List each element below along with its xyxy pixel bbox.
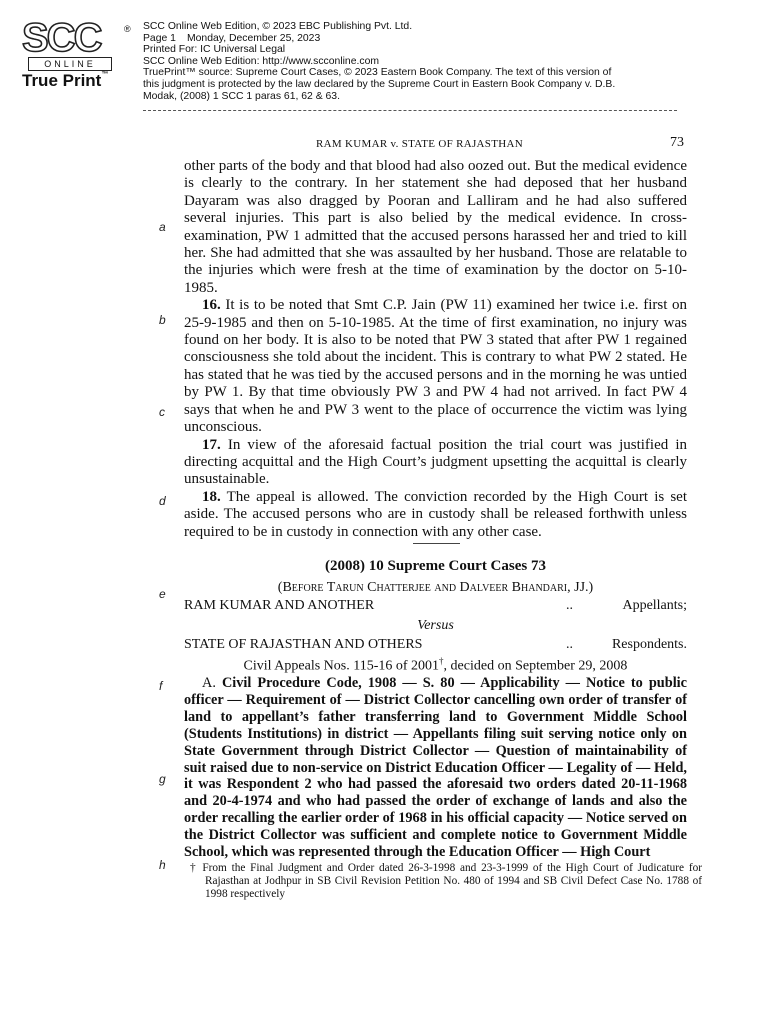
margin-letter-a: a — [159, 220, 166, 234]
header-source-2: this judgment is protected by the law declared by the Supreme Court in Eastern Book Company v. D.B. — [143, 78, 616, 90]
headnote — [184, 675, 687, 861]
margin-letter-g: g — [159, 772, 166, 786]
paragraph-18: 18. The appeal is allowed. The conviction recorded by the High Court is set aside. The accused persons who are in custody shall be released forthwith unless required to be in custody in connection with any other case. — [184, 488, 687, 540]
logo-true-print: True Print™ — [22, 71, 109, 90]
headnote-label: A. — [202, 675, 216, 691]
appellant-name: RAM KUMAR AND ANOTHER — [184, 598, 375, 613]
bench: (Before Tarun Chatterjee and Dalveer Bhandari, JJ.) — [277, 580, 594, 595]
margin-letter-d: d — [159, 494, 166, 508]
header-printed-for: Printed For: IC Universal Legal — [143, 44, 286, 56]
versus: Versus — [417, 618, 454, 633]
paragraph-17: 17. In view of the aforesaid factual position the trial court was justified in directing acquittal and the High Court’s judgment upsetting the acquittal is clearly unsustainable. — [184, 436, 687, 488]
logo-brand: SCC — [22, 16, 101, 60]
header-page: Page 1 Monday, December 25, 2023 — [143, 32, 321, 44]
header-divider — [143, 110, 677, 111]
paragraph-continued: other parts of the body and that blood had also oozed out. But the medical evidence is clearly to the contrary. In her statement she had deposed that her husband Dayaram was also dragged by Pooran and Lalliram and he had also suffered several injuries. This part is also belied by the medical evidence. In cross-examination, PW 1 admitted that the accused persons harassed her and tried to kill her. She had admitted that she was assaulted by her husband. Those are relatable to the injuries which were fresh at the time of examination by the doctor on 5-10-1985. — [184, 158, 687, 296]
scc-online-logo — [20, 16, 131, 90]
margin-letter-b: b — [159, 313, 166, 327]
appellant-line: RAM KUMAR AND ANOTHER .. Appellants; — [184, 598, 687, 613]
respondent-role: Respondents. — [611, 637, 687, 652]
case-citation: (2008) 10 Supreme Court Cases 73 — [325, 558, 546, 574]
margin-letter-c: c — [159, 405, 165, 419]
margin-letter-h: h — [159, 858, 166, 872]
appeal-details: Civil Appeals Nos. 115-16 of 2001†, decided on September 29, 2008 — [243, 656, 628, 674]
respondent-line: STATE OF RAJASTHAN AND OTHERS .. Respondents. — [184, 637, 687, 652]
running-head: RAM KUMAR v. STATE OF RAJASTHAN — [316, 138, 523, 150]
paragraph-16: 16. It is to be noted that Smt C.P. Jain (PW 11) examined her twice i.e. first on 25-9-1985 and then on 5-10-1985. At the time of first examination, no injury was found on her body. It is also to be noted that PW 3 stated that after PW 1 regained consciousness she told about the incident. This is contrary to what PW 2 stated. He has stated that he was tied by the accused persons and in the morning he was untied by PW 1. By that time obviously PW 3 and PW 4 had not arrived. In fact PW 4 says that when he and PW 3 went to the place of occurrence the victim was lying unconscious. — [184, 297, 687, 436]
logo-registered-mark: ® — [124, 24, 131, 34]
margin-letter-e: e — [159, 587, 166, 601]
headnote-text: Civil Procedure Code, 1908 — S. 80 — Applicability — Notice to public officer — Requirement of — District Collector cancelling own order of transfer of land to appellant’s father transferring land to Government Middle School (Students Institutions) in district — Appellants filing suit serving notice only on State Government through District Collector — Question of maintainability of suit raised due to non-service on District Education Officer — Legality of — Held, it was Respondent 2 who had passed the aforesaid two orders dated 20-11-1968 and 20-4-1974 and who had passed the order of exchange of lands and also the order recalling the earlier order of 1968 in his official capacity — Notice served on the District Collector was sufficient and complete notice to Government Middle School, which was represented through the Education Officer — High Court — [184, 675, 687, 861]
margin-letter-f: f — [159, 679, 163, 693]
header-website: SCC Online Web Edition: http://www.scconline.com — [143, 55, 380, 67]
header-edition: SCC Online Web Edition, © 2023 EBC Publishing Pvt. Ltd. — [143, 21, 413, 32]
print-header — [143, 21, 753, 102]
respondent-name: STATE OF RAJASTHAN AND OTHERS — [184, 637, 423, 652]
header-source-3: Modak, (2008) 1 SCC 1 paras 61, 62 & 63. — [143, 90, 340, 102]
appellant-role: Appellants; — [622, 598, 687, 613]
page-number: 73 — [670, 135, 684, 150]
footnote: † From the Final Judgment and Order dated 26-3-1998 and 23-3-1999 of the High Court of Judicature for Rajasthan at Jodhpur in SB Civil Revision Petition No. 480 of 1994 and SB Civil Defect Case No. 1788 of 1998 respectively — [190, 862, 702, 900]
section-rule — [413, 543, 460, 544]
header-source-1: TruePrint™ source: Supreme Court Cases, © 2023 Eastern Book Company. The text of this version of — [143, 67, 612, 79]
judgment-body — [184, 158, 687, 541]
logo-online: ONLINE — [28, 57, 112, 71]
